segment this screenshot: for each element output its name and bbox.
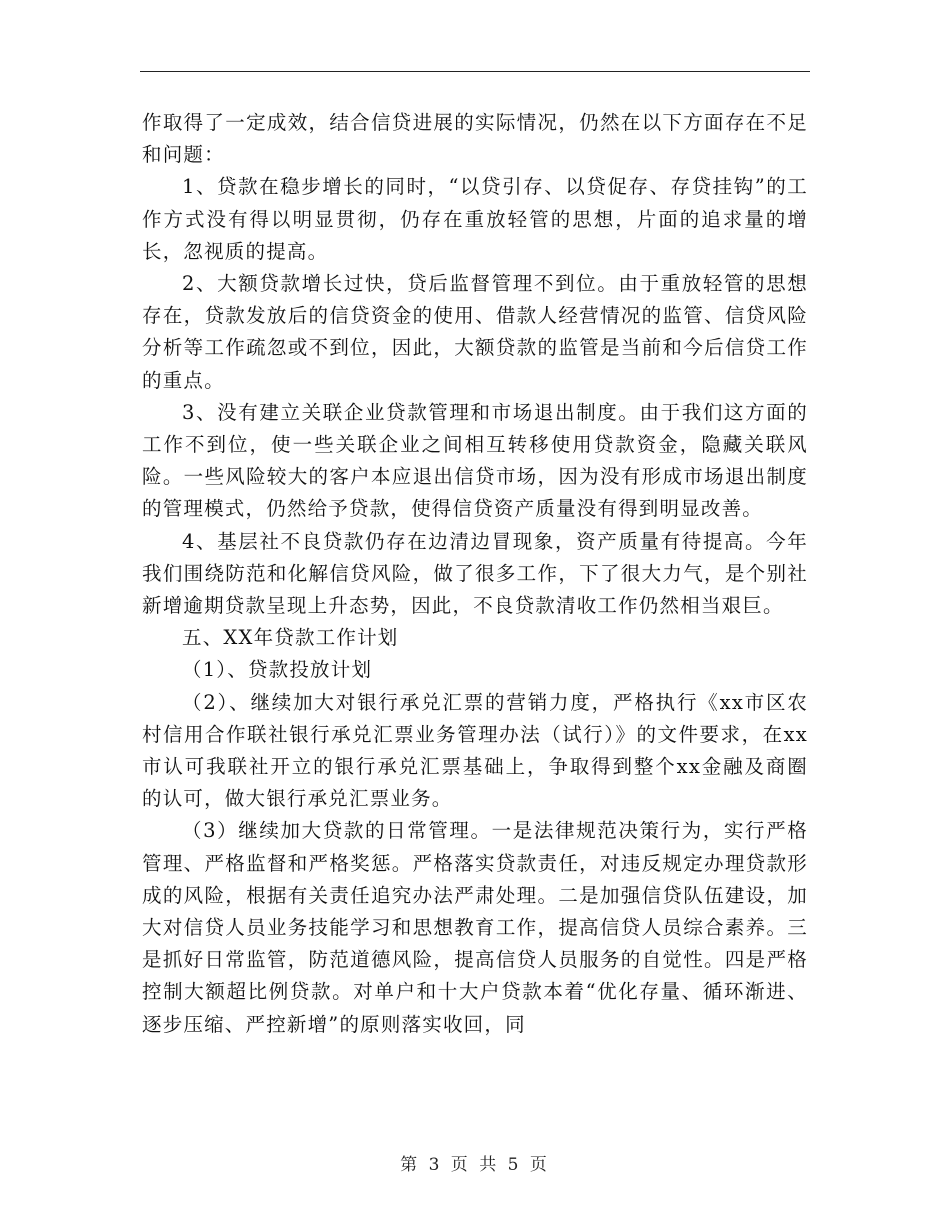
paragraph-issue-1: 1、贷款在稳步增长的同时，“以贷引存、以贷促存、存贷挂钩”的工作方式没有得以明显贯彻，仍存在重放轻管的思想，片面的追求量的增长，忽视质的提高。 xyxy=(142,175,808,263)
header-rule xyxy=(140,71,810,72)
paragraph-issue-3: 3、没有建立关联企业贷款管理和市场退出制度。由于我们这方面的工作不到位，使一些关联企业之间相互转移使用贷款资金，隐藏关联风险。一些风险较大的客户本应退出信贷市场，因为没有形成市场退出制度的管理模式，仍然给予贷款，使得信贷资产质量没有得到明显改善。 xyxy=(142,400,808,521)
paragraph-plan-2: （2）、继续加大对银行承兑汇票的营销力度，严格执行《xx市区农村信用合作联社银行承兑汇票业务管理办法（试行）》的文件要求，在xx市认可我联社开立的银行承兑汇票基础上，争取得到整个xx金融及商圈的认可，做大银行承兑汇票业务。 xyxy=(142,690,808,811)
paragraph-issue-4: 4、基层社不良贷款仍存在边清边冒现象，资产质量有待提高。今年我们围绕防范和化解信贷风险，做了很多工作，下了很大力气，是个别社新增逾期贷款呈现上升态势，因此，不良贷款清收工作仍然相当艰巨。 xyxy=(142,529,808,618)
paragraph-continuation: 作取得了一定成效，结合信贷进展的实际情况，仍然在以下方面存在不足和问题： xyxy=(142,111,808,167)
paragraph-issue-2: 2、大额贷款增长过快，贷后监督管理不到位。由于重放轻管的思想存在，贷款发放后的信贷资金的使用、借款人经营情况的监管、信贷风险分析等工作疏忽或不到位，因此，大额贷款的监管是当前和今后信贷工作的重点。 xyxy=(142,272,808,392)
document-body xyxy=(142,107,808,1041)
section-heading-plan: 五、XX年贷款工作计划 xyxy=(182,626,399,650)
subheading-loan-plan: （1）、贷款投放计划 xyxy=(182,658,373,682)
page-number-footer: 第 3 页 共 5 页 xyxy=(400,1155,550,1175)
paragraph-plan-3: （3）继续加大贷款的日常管理。一是法律规范决策行为，实行严格管理、严格监督和严格奖惩。严格落实贷款责任，对违反规定办理贷款形成的风险，根据有关责任追究办法严肃处理。二是加强信贷队伍建设，加大对信贷人员业务技能学习和思想教育工作，提高信贷人员综合素养。三是抓好日常监管，防范道德风险，提高信贷人员服务的自觉性。四是严格控制大额超比例贷款。对单户和十大户贷款本着“优化存量、循环渐进、逐步压缩、严控新增”的原则落实收回，同 xyxy=(142,819,808,1036)
